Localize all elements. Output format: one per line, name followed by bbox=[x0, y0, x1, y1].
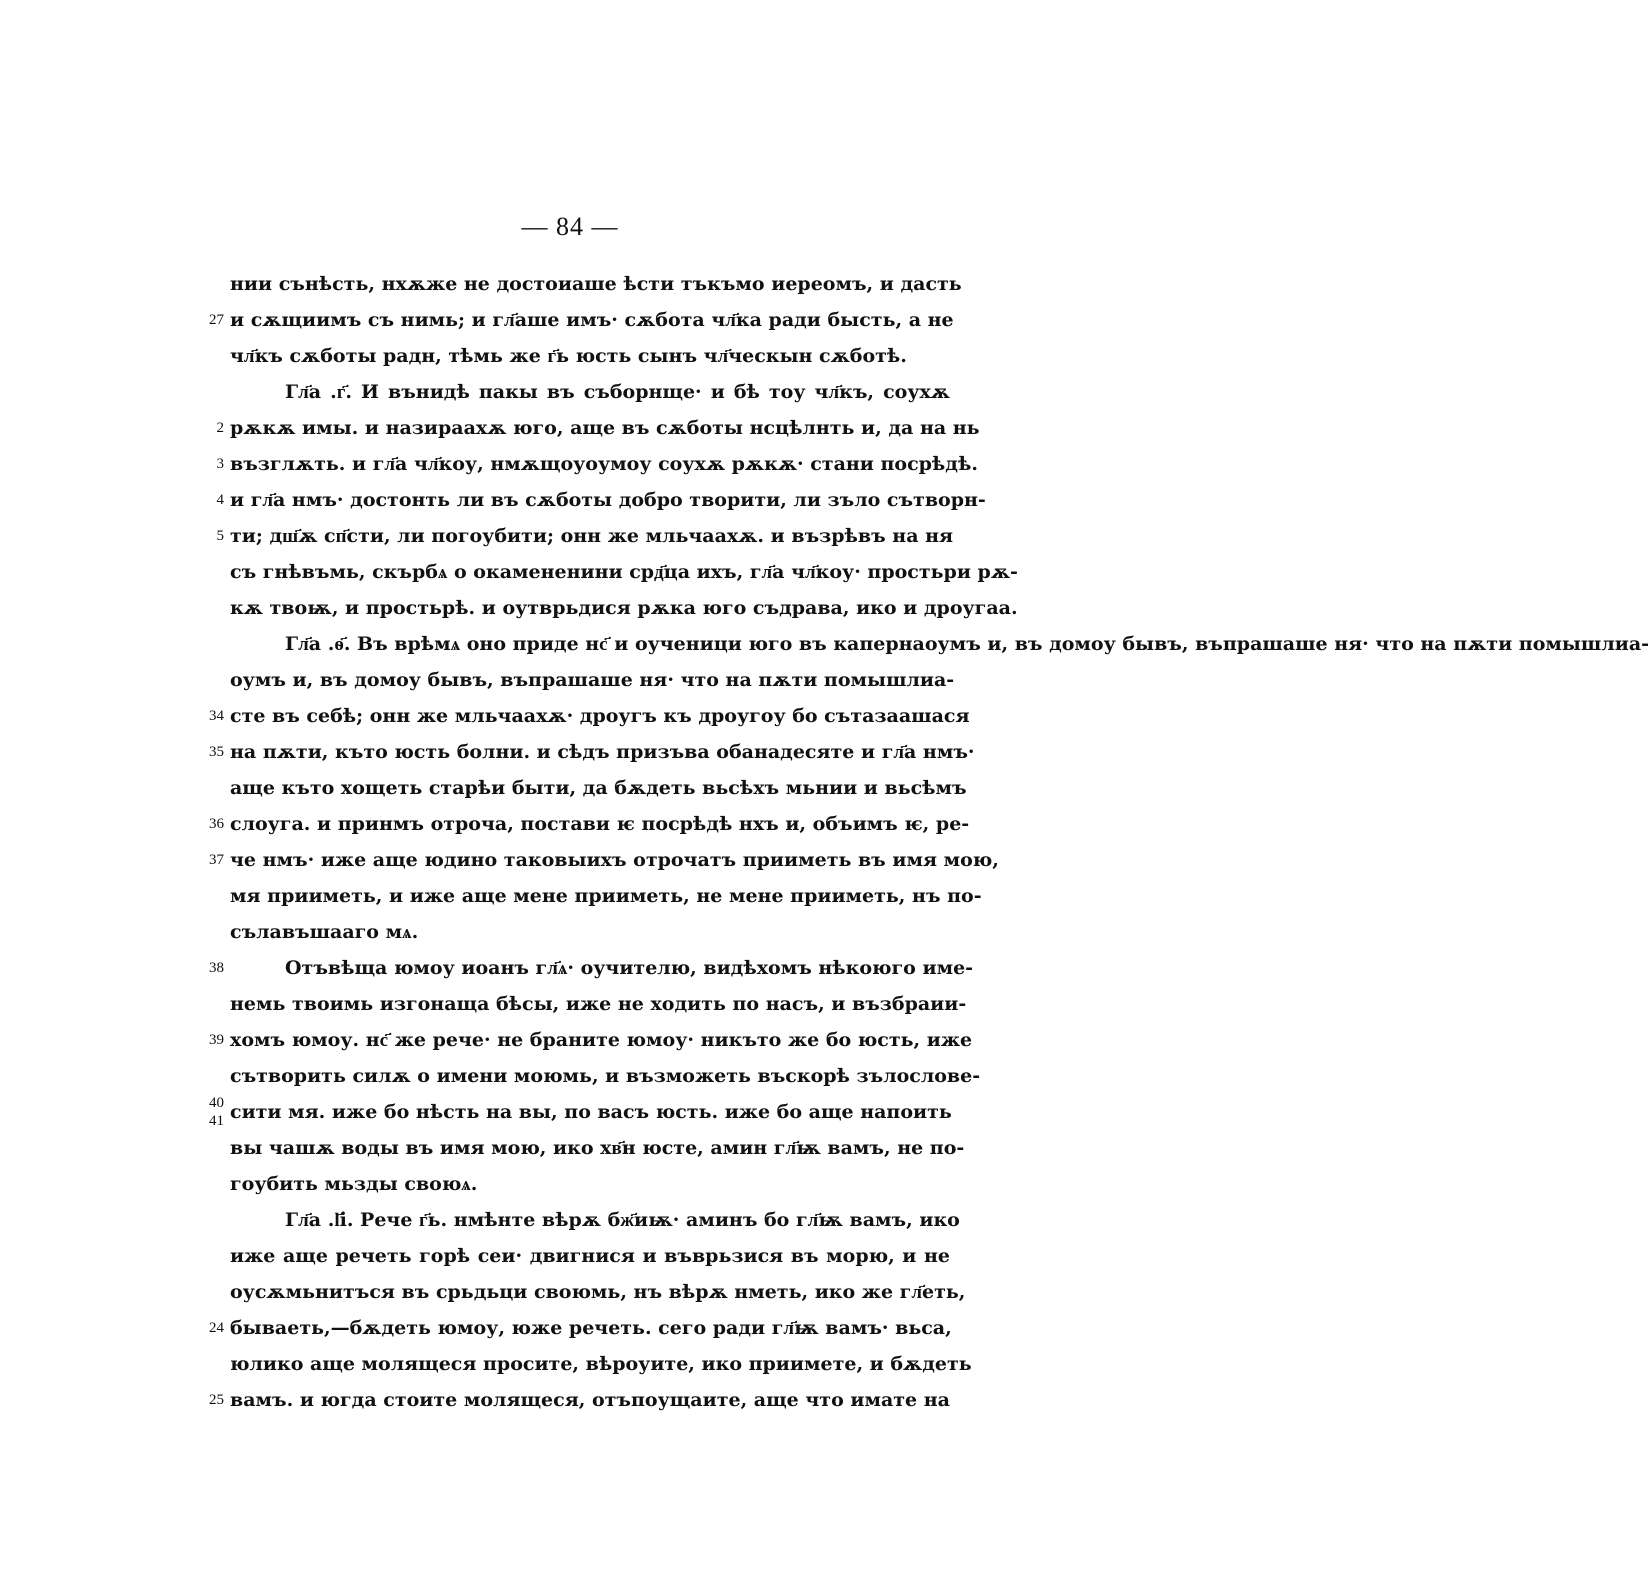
verse-number: 24 bbox=[209, 1320, 224, 1336]
text-line: сълавъшааго мѧ. bbox=[230, 921, 419, 943]
verse-number: 5 bbox=[216, 528, 224, 544]
verse-number: 2 bbox=[216, 420, 224, 436]
text-line: рѫкѫ имы. и назираахѫ юго, аще въ сѫботы нсцѣлнть и, да на нь bbox=[230, 417, 980, 439]
text-line: аще къто хощеть старѣи быти, да бѫдеть вьсѣхъ мьнии и вьсѣмъ bbox=[230, 777, 967, 799]
verse-number: 27 bbox=[209, 312, 224, 328]
verse-number: 34 bbox=[209, 708, 224, 724]
text-line: нии сънѣсть, нхѫже не достоиаше ѣсти тъкъмо иереомъ, и дасть bbox=[230, 273, 962, 295]
text-line: кѫ твоѭ, и простьрѣ. и оутврьдися рѫка юго съдрава, ико и дроугаа. bbox=[230, 597, 1018, 619]
paragraph-start-line: Отъвѣща юмоу иоанъ гл҃ѧ· оучителю, видѣхомъ нѣкоюго име- bbox=[285, 957, 974, 979]
text-line: сте въ себѣ; онн же мльчаахѫ· дроугъ къ дроугоу бо сътазаашася bbox=[230, 705, 970, 727]
verse-number: 25 bbox=[209, 1392, 224, 1408]
text-line: сити мя. иже бо нѣсть на вы, по васъ юсть. иже бо аще напоить bbox=[230, 1101, 952, 1123]
text-line: слоуга. и принмъ отроча, постави ѥ посрѣдѣ нхъ и, объимъ ѥ, ре- bbox=[230, 813, 970, 835]
chapter-start-line: Гл҃а .ӏ҃і. Рече г҃ь. нмѣнте вѣрѫ бж҃иѭ· аминъ бо гл҃ѭ вамъ, ико bbox=[285, 1209, 960, 1231]
text-line: бываеть,—бѫдеть юмоу, юже речеть. сего ради гл҃ѭ вамъ· вьса, bbox=[230, 1317, 952, 1339]
chapter-start-line bbox=[285, 626, 1649, 662]
verse-number: 4 bbox=[216, 492, 224, 508]
text-line: и сѫщиимъ съ нимь; и гл҃аше имъ· сѫбота чл҃ка ради бысть, а не bbox=[230, 309, 954, 331]
chapter-start-line: Гл҃а .г҃. И вънидѣ пакы въ съборнще· и бѣ тоу чл҃къ, соухѫ bbox=[285, 381, 950, 403]
text-line: оусѫмьнитъся въ срьдьци своюмь, нъ вѣрѫ нметь, ико же гл҃еть, bbox=[230, 1281, 966, 1303]
verse-number: 41 bbox=[209, 1113, 224, 1129]
text-line: мя прииметь, и иже аще мене прииметь, не мене прииметь, нъ по- bbox=[230, 885, 982, 907]
text-line: юлико аще молящеся просите, вѣроуите, ико приимете, и бѫдеть bbox=[230, 1353, 972, 1375]
chapter-line-text: Гл҃а .ѳ҃. Въ врѣмѧ оно приде нс҃ и оученици юго въ капернаоумъ и, въ домоу бывъ, въпрашаше ня· что на пѫти помышлиа- bbox=[285, 633, 1649, 655]
verse-number: 40 bbox=[209, 1095, 224, 1111]
text-line: съ гнѣвъмь, скърбѧ о окамененини срд҃ца ихъ, гл҃а чл҃коу· простьри рѫ- bbox=[230, 561, 1018, 583]
verse-number: 36 bbox=[209, 816, 224, 832]
text-line: гоубить мьзды своюѧ. bbox=[230, 1173, 478, 1195]
text-line: чл҃къ сѫботы радн, тѣмь же г҃ь юсть сынъ чл҃ческын сѫботѣ. bbox=[230, 345, 907, 367]
text-line: вы чашѫ воды въ имя мою, ико хв҃н юсте, амин гл҃ѭ вамъ, не по- bbox=[230, 1137, 965, 1159]
verse-number: 3 bbox=[216, 456, 224, 472]
text-line: хомъ юмоу. нс҃ же рече· не браните юмоу· никъто же бо юсть, иже bbox=[230, 1029, 973, 1051]
verse-number: 39 bbox=[209, 1032, 224, 1048]
text-line: ти; дш҃ѫ сп҃сти, ли погоубити; онн же мльчаахѫ. и възрѣвъ на ня bbox=[230, 525, 954, 547]
text-line: немь твоимь изгонаща бѣсы, иже не ходить по насъ, и възбраии- bbox=[230, 993, 967, 1015]
verse-number: 38 bbox=[209, 960, 224, 976]
text-line: сътворить силѫ о имени моюмь, и възможеть въскорѣ зълослове- bbox=[230, 1065, 981, 1087]
text-line: на пѫти, къто юсть болни. и сѣдъ призъва обанадесяте и гл҃а нмъ· bbox=[230, 741, 975, 763]
verse-number: 37 bbox=[209, 852, 224, 868]
page-number: — 84 — bbox=[521, 212, 619, 241]
verse-number: 35 bbox=[209, 744, 224, 760]
text-line: оумъ и, въ домоу бывъ, въпрашаше ня· что на пѫти помышлиа- bbox=[230, 669, 955, 691]
text-line: възглѫть. и гл҃а чл҃коу, нмѫщоуоумоу соухѫ рѫкѫ· стани посрѣдѣ. bbox=[230, 453, 978, 475]
text-line: че нмъ· иже аще юдино таковыихъ отрочатъ прииметь въ имя мою, bbox=[230, 849, 999, 871]
text-line: и гл҃а нмъ· достонть ли въ сѫботы добро творити, ли зъло сътворн- bbox=[230, 489, 986, 511]
text-line: вамъ. и югда стоите молящеся, отъпоущаите, аще что имате на bbox=[230, 1389, 950, 1411]
text-line: иже аще речеть горѣ сеи· двигнися и въврьзися въ морю, и не bbox=[230, 1245, 950, 1267]
